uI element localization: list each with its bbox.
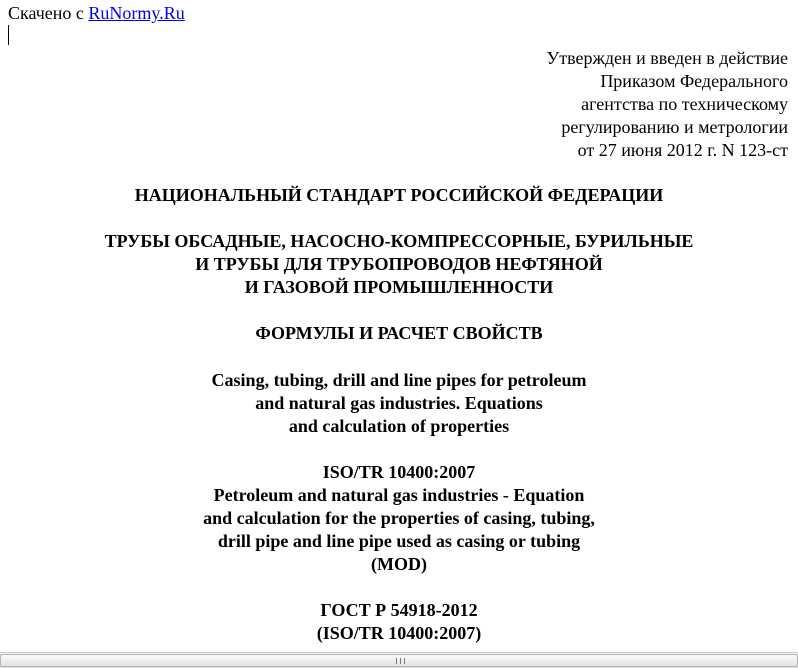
- scrollbar-thumb[interactable]: [0, 654, 798, 667]
- gost-ref: (ISO/TR 10400:2007): [316, 623, 482, 643]
- iso-number: ISO/TR 10400:2007: [322, 462, 476, 482]
- iso-title-line: (MOD): [371, 554, 427, 574]
- gost-number: ГОСТ Р 54918-2012: [320, 600, 478, 620]
- approval-line: Утвержден и введен в действие: [546, 48, 788, 68]
- iso-title-line: and calculation for the properties of casing, tubing,: [203, 508, 595, 528]
- iso-title-line: Petroleum and natural gas industries - Equation: [213, 485, 585, 505]
- source-line: [8, 2, 185, 24]
- title-en-line: Casing, tubing, drill and line pipes for petroleum: [211, 370, 587, 390]
- approval-line: регулированию и метрологии: [561, 117, 788, 137]
- grip-icon: [396, 658, 405, 664]
- title-en-line: and calculation of properties: [288, 416, 510, 436]
- subtitle-ru-text: ФОРМУЛЫ И РАСЧЕТ СВОЙСТВ: [255, 323, 543, 343]
- title-ru-line: ТРУБЫ ОБСАДНЫЕ, НАСОСНО-КОМПРЕССОРНЫЕ, БУРИЛЬНЫЕ: [104, 231, 694, 251]
- gost-block: [0, 599, 798, 645]
- source-prefix: Скачено с: [8, 3, 89, 23]
- iso-block: [0, 461, 798, 576]
- title-ru-line: И ТРУБЫ ДЛЯ ТРУБОПРОВОДОВ НЕФТЯНОЙ: [195, 254, 603, 274]
- heading-text: НАЦИОНАЛЬНЫЙ СТАНДАРТ РОССИЙСКОЙ ФЕДЕРАЦИИ: [134, 185, 664, 205]
- approval-block: [546, 47, 788, 162]
- title-en-line: and natural gas industries. Equations: [255, 393, 543, 413]
- title-ru-line: И ГАЗОВОЙ ПРОМЫШЛЕННОСТИ: [244, 277, 554, 297]
- title-ru: [0, 230, 798, 299]
- standard-heading: [0, 184, 798, 207]
- approval-line: агентства по техническому: [581, 94, 788, 114]
- text-cursor: [8, 25, 9, 45]
- title-en: [0, 369, 798, 438]
- iso-title-line: drill pipe and line pipe used as casing or tubing: [217, 531, 581, 551]
- approval-line: Приказом Федерального: [600, 71, 788, 91]
- approval-line: от 27 июня 2012 г. N 123-ст: [577, 140, 788, 160]
- runormy-link[interactable]: RuNormy.Ru: [88, 3, 185, 23]
- horizontal-scrollbar[interactable]: [0, 652, 798, 668]
- subtitle-ru: [0, 322, 798, 345]
